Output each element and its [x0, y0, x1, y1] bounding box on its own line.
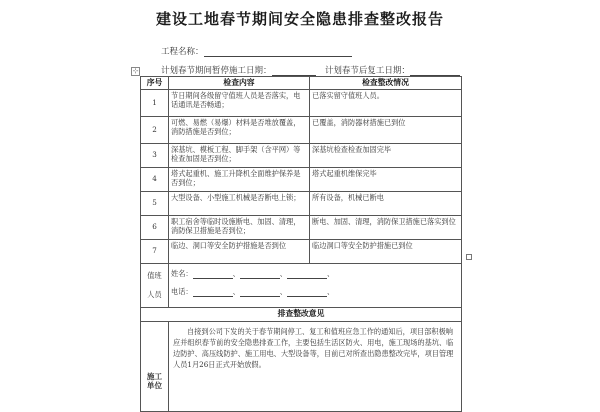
duty-name-label: 姓名：: [171, 268, 193, 278]
row-status: 已落实留守值班人员。: [310, 89, 462, 116]
duty-phone-3[interactable]: [287, 287, 327, 297]
unit-label-bottom: 单位: [146, 381, 163, 390]
table-row: [141, 89, 462, 116]
duty-name-3[interactable]: [287, 269, 327, 279]
opinion-header-row: [141, 307, 462, 321]
row-status: 已覆盖，消防器材措施已到位: [310, 116, 462, 143]
row-content: 临边、洞口等安全防护措施是否到位: [169, 239, 310, 263]
row-num: 1: [141, 89, 169, 116]
date-line: [161, 64, 460, 76]
duty-name-2[interactable]: [240, 269, 280, 279]
stop-date-blank[interactable]: [272, 65, 316, 76]
row-content: 深基坑、模板工程、脚手架（含平网）等检查加固是否到位；: [169, 143, 310, 167]
row-num: 4: [141, 167, 169, 191]
header-content: 检查内容: [169, 77, 310, 90]
duty-name-line: [171, 265, 459, 283]
duty-phone-line: [171, 283, 459, 301]
row-status: 临边洞口等安全防护措施已到位: [310, 239, 462, 263]
header-num: 序号: [141, 77, 169, 90]
inspection-table: [140, 76, 462, 412]
row-status: 深基坑检查检查加固完毕: [310, 143, 462, 167]
table-row: [141, 167, 462, 191]
row-num: 7: [141, 239, 169, 263]
table-row: [141, 143, 462, 167]
row-num: 5: [141, 191, 169, 215]
stop-date-label: 计划春节期间暂停施工日期：: [161, 66, 272, 76]
separator: 、: [326, 268, 335, 278]
row-status: 塔式起重机维保完毕: [310, 167, 462, 191]
separator: 、: [279, 286, 287, 296]
resume-date-blank[interactable]: [410, 65, 460, 76]
construction-unit-label: [141, 321, 169, 411]
row-num: 6: [141, 215, 169, 239]
table-header-row: [141, 77, 462, 90]
project-name-line: [161, 45, 352, 57]
row-num: 3: [141, 143, 169, 167]
table-row: [141, 191, 462, 215]
separator: 、: [232, 268, 240, 278]
duty-name-1[interactable]: [193, 269, 233, 279]
duty-row: [141, 263, 462, 307]
opinion-header: 排查整改意见: [141, 307, 462, 321]
table-row: [141, 239, 462, 263]
row-status: 所有设备，机械已断电: [310, 191, 462, 215]
table-row: [141, 116, 462, 143]
duty-phone-2[interactable]: [240, 287, 280, 297]
opinion-row: [141, 321, 462, 411]
row-num: 2: [141, 116, 169, 143]
row-content: 节日期间各级留守值班人员是否落实，电话通讯是否畅通；: [169, 89, 310, 116]
resume-date-label: 计划春节后复工日期：: [324, 66, 410, 76]
duty-label: [141, 263, 169, 307]
unit-label-top: 施工: [146, 371, 163, 381]
separator: 、: [326, 286, 335, 296]
row-status: 断电、加固、清理，消防保卫措施已落实到位: [310, 215, 462, 239]
separator: 、: [279, 268, 287, 278]
duty-label-bottom: 人员: [147, 290, 162, 299]
header-status: 检查整改情况: [310, 77, 462, 90]
duty-label-top: 值班: [147, 270, 162, 280]
project-name-blank[interactable]: [204, 46, 352, 57]
duty-phone-1[interactable]: [193, 287, 233, 297]
row-content: 大型设备、小型施工机械是否断电上锁；: [169, 191, 310, 215]
separator: 、: [232, 286, 240, 296]
table-row: [141, 215, 462, 239]
opinion-text: 自接到公司下发的关于春节期间停工、复工和值班应急工作的通知后，项目部积极响应并组织春节前的安全隐患排查工作，主要包括生活区防火、用电，施工现场的基坑、临边防护、高压线防护、施工用电、大型设备等，目前已对所查出隐患整改完毕，项目管理人员1月26日正式开始放假。: [169, 321, 462, 411]
row-content: 可燃、易燃（易爆）材料是否堆放覆盖，消防措施是否到位；: [169, 116, 310, 143]
project-name-label: 工程名称：: [161, 47, 204, 57]
document-title: 建设工地春节期间安全隐患排查整改报告: [155, 10, 444, 28]
row-content: 塔式起重机、施工升降机全面维护保养是否到位；: [169, 167, 310, 191]
row-content: 职工宿舍等临时设施断电、加固、清理，消防保卫措施是否到位；: [169, 215, 310, 239]
table-resize-handle[interactable]: [466, 254, 472, 260]
duty-phone-label: 电话：: [171, 286, 193, 296]
duty-fields: [169, 263, 462, 307]
table-move-handle-icon[interactable]: ⊹: [132, 67, 139, 75]
